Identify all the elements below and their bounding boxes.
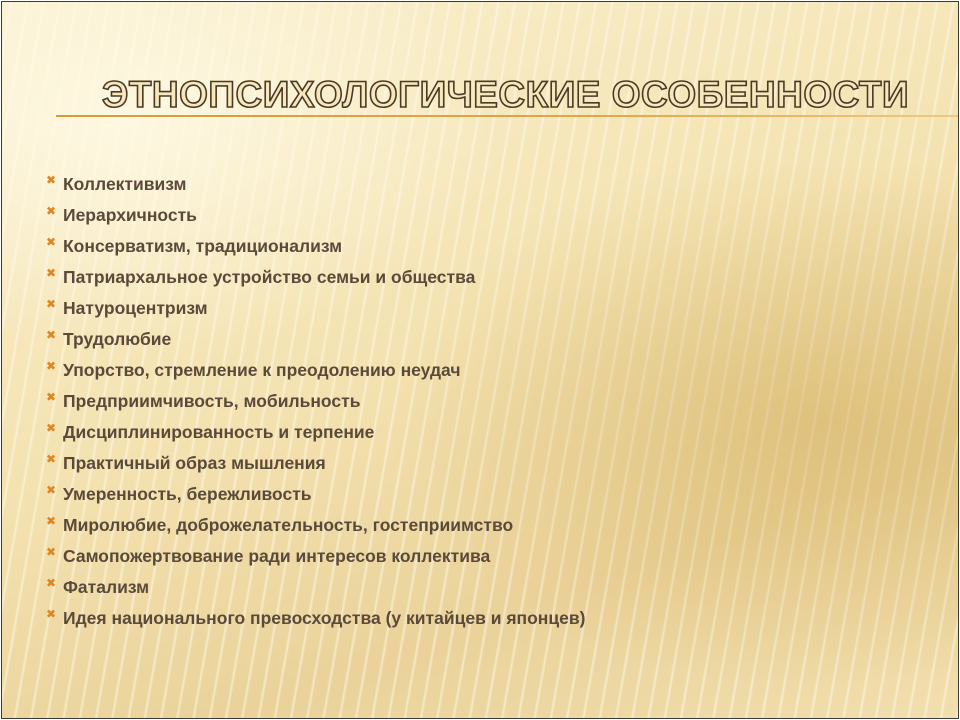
bullet-text: Патриархальное устройство семьи и общества [63,267,476,287]
bullet-item [46,481,585,512]
bullet-item [46,357,585,388]
bullet-text: Натуроцентризм [63,298,208,318]
bullet-text: Трудолюбие [63,329,172,349]
x-mark-icon: ✖ [46,204,57,218]
bullet-list [46,171,585,636]
bullet-item [46,264,585,295]
bullet-item [46,326,585,357]
bullet-item [46,450,585,481]
bullet-item [46,171,585,202]
x-mark-icon: ✖ [46,297,57,311]
x-mark-icon: ✖ [46,359,57,373]
x-mark-icon: ✖ [46,328,57,342]
bullet-text: Коллективизм [63,174,187,194]
x-mark-icon: ✖ [46,173,57,187]
x-mark-icon: ✖ [46,607,57,621]
x-mark-icon: ✖ [46,235,57,249]
bullet-text: Предприимчивость, мобильность [63,391,361,411]
bullet-item [46,605,585,636]
bullet-text: Дисциплинированность и терпение [63,422,375,442]
bullet-text: Консерватизм, традиционализм [63,236,343,256]
bullet-item [46,202,585,233]
bullet-item [46,543,585,574]
bullet-text: Идея национального превосходства (у китайцев и японцев) [63,608,586,628]
x-mark-icon: ✖ [46,390,57,404]
bullet-item [46,512,585,543]
bullet-item [46,233,585,264]
bullet-item [46,419,585,450]
x-mark-icon: ✖ [46,483,57,497]
bullet-text: Миролюбие, доброжелательность, гостеприимство [63,515,514,535]
bullet-text: Фатализм [63,577,150,597]
x-mark-icon: ✖ [46,266,57,280]
bullet-item [46,574,585,605]
bullet-text: Умеренность, бережливость [63,484,312,504]
x-mark-icon: ✖ [46,545,57,559]
bullet-text: Упорство, стремление к преодолению неудач [63,360,461,380]
x-mark-icon: ✖ [46,576,57,590]
slide [1,1,959,719]
bullet-text: Практичный образ мышления [63,453,326,473]
bullet-text: Самопожертвование ради интересов коллектива [63,546,491,566]
x-mark-icon: ✖ [46,514,57,528]
slide-title: ЭТНОПСИХОЛОГИЧЕСКИЕ ОСОБЕННОСТИ [102,74,910,115]
bullet-item [46,388,585,419]
x-mark-icon: ✖ [46,421,57,435]
bullet-text: Иерархичность [63,205,197,225]
x-mark-icon: ✖ [46,452,57,466]
bullet-item [46,295,585,326]
